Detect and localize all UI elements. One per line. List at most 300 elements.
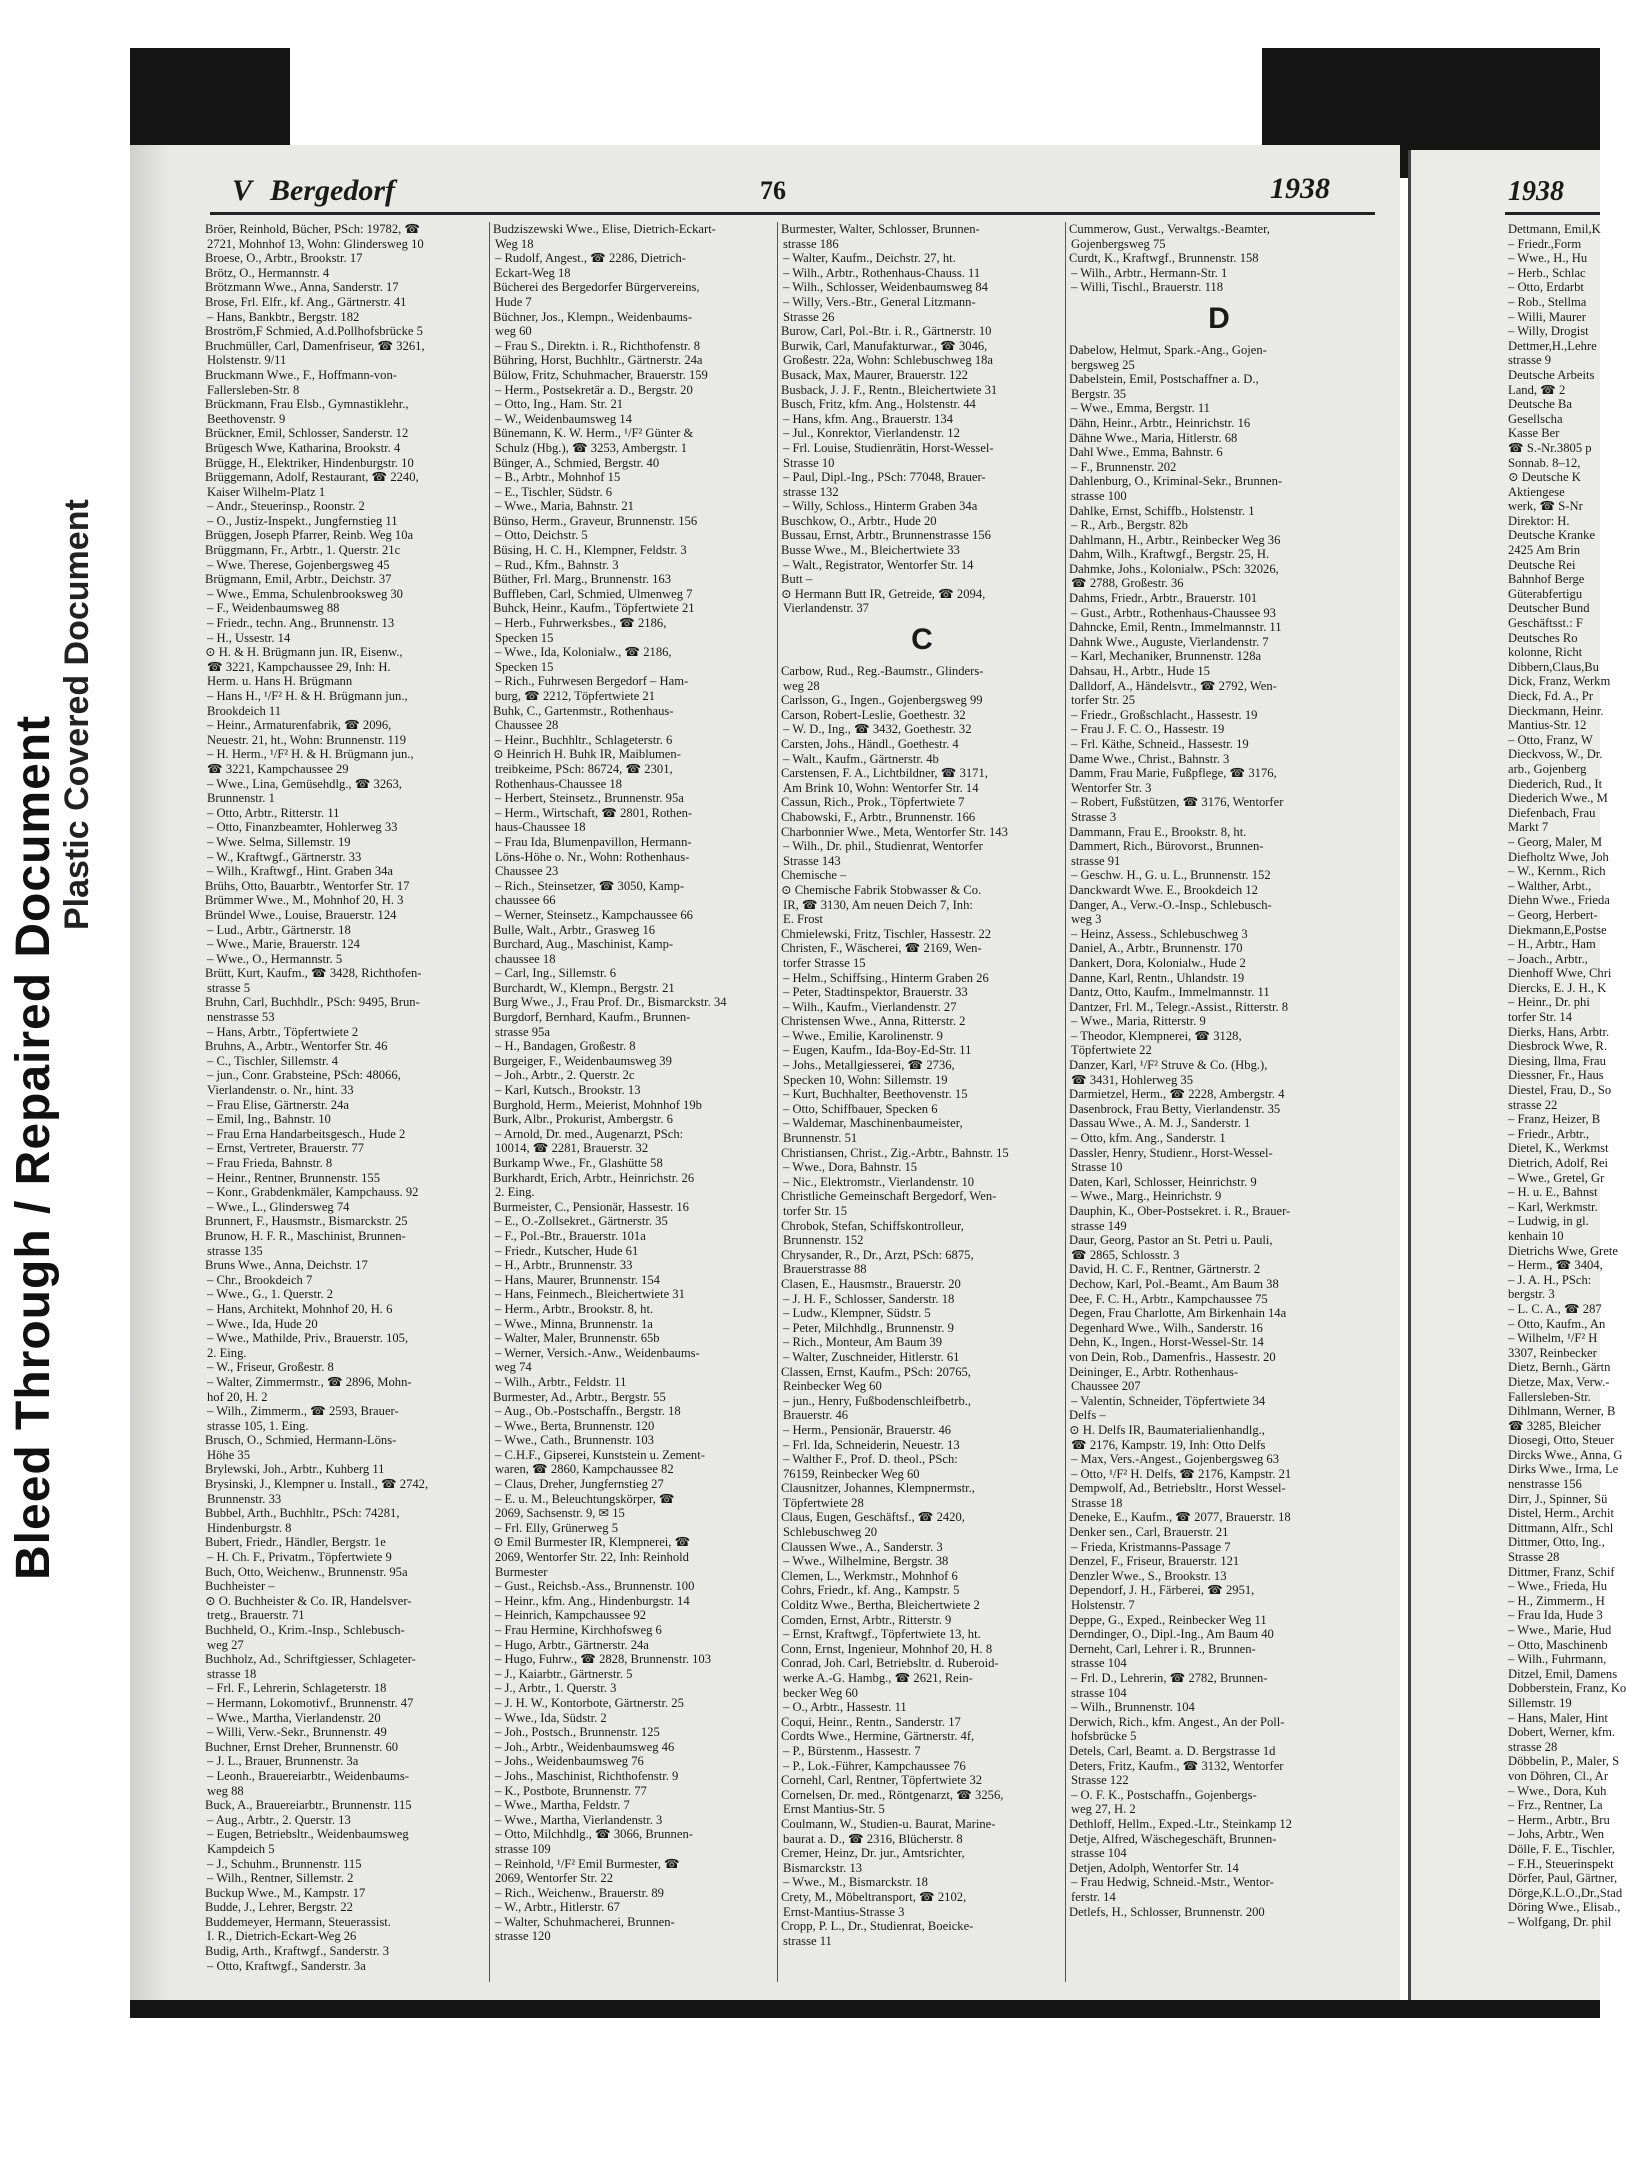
directory-entry: Bussau, Ernst, Arbtr., Brunnenstrasse 156 xyxy=(781,528,991,543)
directory-entry: – Johs., Metallgiesserei, ☎ 2736, xyxy=(783,1058,955,1073)
directory-entry: – Frau Elise, Gärtnerstr. 24a xyxy=(207,1097,349,1112)
directory-entry: – P., Lok.-Führer, Kampchaussee 76 xyxy=(783,1758,966,1773)
directory-entry: – Wwe., Minna, Brunnenstr. 1a xyxy=(495,1316,653,1331)
directory-entry: Buchheister – xyxy=(205,1579,275,1594)
directory-entry: Brauerstrasse 88 xyxy=(783,1262,867,1277)
directory-entry: Buchner, Ernst Dreher, Brunnenstr. 60 xyxy=(205,1739,399,1754)
directory-entry: Brügmann, Emil, Arbtr., Deichstr. 37 xyxy=(205,572,392,587)
directory-entry: – Willi, Tischl., Brauerstr. 118 xyxy=(1071,280,1224,295)
directory-entry: – Walter, Zimmermstr., ☎ 2896, Mohn- xyxy=(207,1374,412,1389)
directory-entry: – J., Schuhm., Brunnenstr. 115 xyxy=(207,1856,362,1871)
directory-entry: – Ludw., Klempner, Südstr. 5 xyxy=(783,1306,931,1321)
directory-entry: – Wwe., Martha, Vierlandenstr. 20 xyxy=(207,1710,381,1725)
directory-entry: – Leonh., Brauereiarbtr., Weidenbaums- xyxy=(207,1768,409,1783)
directory-entry: – J. H. F., Schlosser, Sanderstr. 18 xyxy=(783,1291,955,1306)
directory-entry: Buschkow, O., Arbtr., Hude 20 xyxy=(781,513,937,528)
directory-entry: Burgeiger, F., Weidenbaumsweg 39 xyxy=(493,1053,672,1068)
directory-entry: torfer Str. 15 xyxy=(783,1204,848,1218)
directory-entry: Kampdeich 5 xyxy=(207,1841,275,1856)
directory-entry: Conn, Ernst, Ingenieur, Mohnhof 20, H. 8 xyxy=(781,1641,993,1656)
directory-entry: 2069, Wentorfer Str. 22, Inh: Reinhold xyxy=(495,1550,689,1565)
directory-entry: Holstenstr. 7 xyxy=(1071,1598,1135,1613)
directory-entry: – Rud., Kfm., Bahnstr. 3 xyxy=(495,557,619,572)
directory-entry: Dassler, Henry, Studienr., Horst-Wessel- xyxy=(1069,1145,1273,1160)
facing-page-entry: Dircks Wwe., Anna, G xyxy=(1508,1447,1623,1462)
directory-entry: Buckup Wwe., M., Kampstr. 17 xyxy=(205,1885,366,1900)
directory-entry: strasse 105, 1. Eing. xyxy=(207,1418,309,1433)
directory-entry: – Wwe., Berta, Brunnenstr. 120 xyxy=(495,1418,655,1433)
directory-entry: Herm. u. Hans H. Brügmann xyxy=(207,674,353,689)
directory-entry: – Frl. Elly, Grünerweg 5 xyxy=(495,1520,618,1535)
directory-entry: Bismarckstr. 13 xyxy=(783,1860,863,1875)
directory-entry: – J., Arbtr., 1. Querstr. 3 xyxy=(495,1681,617,1696)
directory-entry: – Peter, Milchhdlg., Brunnenstr. 9 xyxy=(783,1320,954,1335)
facing-page-entry: Dieckvoss, W., Dr. xyxy=(1508,747,1603,762)
directory-entry: – Werner, Versich.-Anw., Weidenbaums- xyxy=(495,1345,700,1360)
facing-page-entry: Diefenbach, Frau xyxy=(1508,805,1596,820)
directory-entry: haus-Chaussee 18 xyxy=(495,820,586,835)
directory-entry: Colditz Wwe., Bertha, Bleichertwiete 2 xyxy=(781,1598,980,1613)
facing-page-entry: – W., Kernm., Rich xyxy=(1508,864,1606,879)
directory-entry: Claussen Wwe., A., Sanderstr. 3 xyxy=(781,1539,943,1554)
facing-page-entry: – Karl, Werkmstr. xyxy=(1508,1199,1598,1214)
directory-entry: Chaussee 23 xyxy=(495,864,559,879)
facing-page-entry: Dittmann, Alfr., Schl xyxy=(1508,1520,1614,1535)
directory-entry: – J. L., Brauer, Brunnenstr. 3a xyxy=(207,1754,359,1769)
directory-entry: – J., Kaiarbtr., Gärtnerstr. 5 xyxy=(495,1666,633,1681)
facing-page-entry: Diesbrock Wwe, R. xyxy=(1508,1039,1608,1054)
facing-page-entry: von Döhren, Cl., Ar xyxy=(1508,1768,1609,1783)
directory-entry: Chrobok, Stefan, Schiffskontrolleur, xyxy=(781,1218,964,1233)
directory-entry: Großestr. 22a, Wohn: Schlebuschweg 18a xyxy=(783,353,994,368)
facing-page-entry: – Wilh., Fuhrmann, xyxy=(1508,1652,1607,1667)
directory-entry: – Wwe., Marie, Brauerstr. 124 xyxy=(207,937,360,952)
directory-entry: – E. u. M., Beleuchtungskörper, ☎ xyxy=(495,1491,675,1506)
directory-entry: Buffleben, Carl, Schmied, Ulmenweg 7 xyxy=(493,586,693,601)
directory-entry: Christiansen, Christ., Zig.-Arbtr., Bahnstr. 15 xyxy=(781,1145,1009,1160)
directory-entry: Deneke, E., Kaufm., ☎ 2077, Brauerstr. 18 xyxy=(1069,1510,1291,1525)
directory-entry: – Rich., Steinsetzer, ☎ 3050, Kamp- xyxy=(495,878,685,893)
directory-entry: – Gust., Reichsb.-Ass., Brunnenstr. 100 xyxy=(495,1579,695,1594)
directory-entry: – Waldemar, Maschinenbaumeister, xyxy=(783,1116,963,1131)
directory-entry: Cohrs, Friedr., kf. Ang., Kampstr. 5 xyxy=(781,1583,960,1598)
directory-entry: – Wwe., Ida, Kolonialw., ☎ 2186, xyxy=(495,645,672,660)
directory-entry: Töpfertwiete 28 xyxy=(783,1495,864,1510)
directory-entry: Beethovenstr. 9 xyxy=(207,411,286,426)
directory-entry: Brunnenstr. 1 xyxy=(207,791,275,806)
directory-entry: Dantzer, Frl. M., Telegr.-Assist., Ritterstr. 8 xyxy=(1069,999,1289,1014)
facing-page-entry: Dobberstein, Franz, Ko xyxy=(1508,1681,1626,1696)
facing-page-entry: Mantius-Str. 12 xyxy=(1508,718,1587,733)
directory-entry: – H., Arbtr., Brunnenstr. 33 xyxy=(495,1258,633,1273)
facing-page-entry: Sonnab. 8–12, xyxy=(1508,455,1581,470)
directory-entry: Dahms, Friedr., Arbtr., Brauerstr. 101 xyxy=(1069,591,1258,606)
directory-entry: Deppe, G., Exped., Reinbecker Weg 11 xyxy=(1069,1612,1267,1627)
directory-entry: Burwik, Carl, Manufakturwar., ☎ 3046, xyxy=(781,338,988,353)
directory-entry: Christen, F., Wäscherei, ☎ 2169, Wen- xyxy=(781,941,982,956)
facing-page-entry: – Rob., Stellma xyxy=(1508,294,1587,309)
directory-entry: – Wilh., Dr. phil., Studienrat, Wentorfer xyxy=(783,839,983,854)
directory-entry: Carson, Robert-Leslie, Goethestr. 32 xyxy=(781,707,966,722)
directory-entry: Christensen Wwe., Anna, Ritterstr. 2 xyxy=(781,1014,966,1029)
directory-entry: – Rich., Monteur, Am Baum 39 xyxy=(783,1335,943,1350)
directory-entry: Brückner, Emil, Schlosser, Sanderstr. 12 xyxy=(205,426,409,441)
directory-entry: – F., Brunnenstr. 202 xyxy=(1071,459,1177,474)
facing-page-entry: Diefholtz Wwe, Joh xyxy=(1508,849,1609,864)
directory-entry: Bühring, Horst, Buchhltr., Gärtnerstr. 24a xyxy=(493,353,703,368)
directory-entry: Curdt, K., Kraftwgf., Brunnenstr. 158 xyxy=(1069,251,1259,266)
directory-entry: Strasse 122 xyxy=(1071,1773,1129,1788)
directory-entry: ⊙ Hermann Butt IR, Getreide, ☎ 2094, xyxy=(781,586,986,601)
directory-entry: Cassun, Rich., Prok., Töpfertwiete 7 xyxy=(781,795,965,810)
facing-page-entry: Diederich Wwe., M xyxy=(1508,791,1608,806)
facing-page-entry: Kasse Ber xyxy=(1508,426,1560,441)
directory-entry: – H. Herm., ¹/F² H. & H. Brügmann jun., xyxy=(207,747,414,762)
directory-entry: von Dein, Rob., Damenfris., Hassestr. 20 xyxy=(1069,1349,1276,1364)
directory-entry: bergsweg 25 xyxy=(1071,357,1135,372)
directory-entry: Broese, O., Arbtr., Brookstr. 17 xyxy=(205,251,363,266)
directory-entry: Bruckmann Wwe., F., Hoffmann-von- xyxy=(205,367,397,382)
section-letter: D xyxy=(1208,301,1230,335)
facing-page-entry: – L. C. A., ☎ 287 xyxy=(1508,1301,1602,1316)
directory-entry: Ernst Mantius-Str. 5 xyxy=(783,1802,885,1817)
directory-entry: ☎ 3221, Kampchaussee 29 xyxy=(207,761,349,776)
directory-entry: – Herm., Postsekretär a. D., Bergstr. 20 xyxy=(495,382,693,397)
directory-entry: Brunnenstr. 51 xyxy=(783,1131,858,1146)
directory-entry: Wentorfer Str. 3 xyxy=(1071,780,1152,795)
directory-entry: ☎ 2176, Kampstr. 19, Inh: Otto Delfs xyxy=(1071,1437,1266,1452)
facing-page-entry: Bahnhof Berge xyxy=(1508,572,1585,587)
facing-page-entry: – Wwe., H., Hu xyxy=(1508,251,1588,266)
directory-entry: Bünemann, K. W. Herm., ¹/F² Günter & xyxy=(493,426,694,441)
header-rule xyxy=(210,212,1375,215)
facing-page-entry: Sillemstr. 19 xyxy=(1508,1695,1572,1710)
directory-entry: Dähne Wwe., Maria, Hitlerstr. 68 xyxy=(1069,430,1238,445)
directory-entry: Bücherei des Bergedorfer Bürgervereins, xyxy=(493,280,700,295)
facing-page-entry: Distel, Herm., Archit xyxy=(1508,1506,1614,1521)
facing-page-entry: Diederich, Rud., It xyxy=(1508,776,1603,791)
directory-entry: Bubert, Friedr., Händler, Bergstr. 1e xyxy=(205,1535,386,1550)
directory-entry: Butt – xyxy=(781,572,813,587)
directory-entry: 76159, Reinbecker Weg 60 xyxy=(783,1466,920,1481)
directory-entry: strasse 95a xyxy=(495,1024,550,1039)
directory-entry: Bünger, A., Schmied, Bergstr. 40 xyxy=(493,455,660,470)
directory-entry: Carsten, Johs., Händl., Goethestr. 4 xyxy=(781,737,959,751)
directory-entry: – Robert, Fußstützen, ☎ 3176, Wentorfer xyxy=(1071,795,1284,810)
directory-entry: Burg Wwe., J., Frau Prof. Dr., Bismarckstr. 34 xyxy=(493,995,727,1010)
directory-entry: Bergstr. 35 xyxy=(1071,386,1127,401)
directory-entry: Burghold, Herm., Meierist, Mohnhof 19b xyxy=(493,1097,702,1112)
directory-entry: ☎ 2788, Großestr. 36 xyxy=(1071,576,1184,591)
facing-page-entry: Dölle, F. E., Tischler, xyxy=(1508,1841,1615,1856)
directory-entry: – Frieda, Kristmanns-Passage 7 xyxy=(1071,1539,1231,1554)
directory-entry: strasse 120 xyxy=(495,1929,551,1944)
directory-entry: Brysinski, J., Klempner u. Install., ☎ 2742, xyxy=(205,1477,429,1492)
facing-page-entry: Land, ☎ 2 xyxy=(1508,382,1566,397)
directory-entry: – W., Weidenbaumsweg 14 xyxy=(495,411,632,426)
directory-entry: Coulmann, W., Studien-u. Baurat, Marine- xyxy=(781,1816,996,1831)
directory-entry: strasse 186 xyxy=(783,236,839,251)
directory-entry: – Aug., Ob.-Postschaffn., Bergstr. 18 xyxy=(495,1404,681,1419)
directory-entry: – Rudolf, Angest., ☎ 2286, Dietrich- xyxy=(495,251,686,266)
directory-entry: weg 3 xyxy=(1071,912,1102,927)
directory-entry: 2. Eing. xyxy=(207,1345,247,1360)
facing-page-entry: Dienhoff Wwe, Chri xyxy=(1508,966,1612,981)
directory-entry: Ernst-Mantius-Strasse 3 xyxy=(783,1904,905,1919)
directory-entry: – Johs., Weidenbaumsweg 76 xyxy=(495,1754,644,1769)
directory-entry: – Otto, kfm. Ang., Sanderstr. 1 xyxy=(1071,1131,1226,1146)
directory-entry: Reinbecker Weg 60 xyxy=(783,1379,882,1394)
directory-entry: weg 74 xyxy=(495,1360,532,1375)
volume-label: V xyxy=(232,174,253,207)
directory-entry: Hude 7 xyxy=(495,294,532,309)
directory-entry: Cropp, P. L., Dr., Studienrat, Boeicke- xyxy=(781,1919,974,1934)
directory-entry: Bröer, Reinhold, Bücher, PSch: 19782, ☎ xyxy=(205,222,421,236)
directory-entry: Fallersleben-Str. 8 xyxy=(207,382,300,397)
directory-entry: – Paul, Dipl.-Ing., PSch: 77048, Brauer- xyxy=(783,470,986,485)
directory-entry: Denker sen., Carl, Brauerstr. 21 xyxy=(1069,1525,1229,1540)
directory-entry: Classen, Ernst, Kaufm., PSch: 20765, xyxy=(781,1364,971,1379)
directory-entry: – Joh., Arbtr., 2. Querstr. 2c xyxy=(495,1068,635,1083)
directory-entry: Daur, Georg, Pastor an St. Petri u. Pauli, xyxy=(1069,1233,1273,1248)
directory-entry: – Rich., Weichenw., Brauerstr. 89 xyxy=(495,1885,664,1900)
directory-entry: – W., Arbtr., Hitlerstr. 67 xyxy=(495,1900,620,1915)
directory-entry: Danckwardt Wwe. E., Brookdeich 12 xyxy=(1069,882,1258,897)
directory-entry: torfer Str. 25 xyxy=(1071,693,1136,708)
side-label-secondary: Plastic Covered Document xyxy=(58,499,96,930)
facing-page-entry: – Frz., Rentner, La xyxy=(1508,1798,1603,1813)
directory-entry: burg, ☎ 2212, Töpfertwiete 21 xyxy=(495,689,656,703)
directory-entry: – P., Bürstenm., Hassestr. 7 xyxy=(783,1743,921,1758)
directory-entry: Carlsson, G., Ingen., Gojenbergsweg 99 xyxy=(781,693,983,708)
directory-entry: Conrad, Joh. Carl, Betriebsltr. d. Ruberoid- xyxy=(781,1656,999,1671)
directory-entry: – Aug., Arbtr., 2. Querstr. 13 xyxy=(207,1812,351,1827)
directory-entry: – Wilh., Arbtr., Feldstr. 11 xyxy=(495,1374,627,1389)
directory-entry: strasse 104 xyxy=(1071,1685,1127,1700)
facing-page-entry: – Hans, Maler, Hint xyxy=(1508,1710,1608,1725)
directory-entry: Chabowski, F., Arbtr., Brunnenstr. 166 xyxy=(781,809,976,824)
directory-entry: Burow, Carl, Pol.-Btr. i. R., Gärtnerstr. 10 xyxy=(781,324,992,339)
facing-page-entry: Diosegi, Otto, Steuer xyxy=(1508,1433,1615,1448)
directory-entry: Charbonnier Wwe., Meta, Wentorfer Str. 143 xyxy=(781,824,1008,839)
directory-entry: – Emil, Ing., Bahnstr. 10 xyxy=(207,1112,331,1127)
directory-entry: Specken 15 xyxy=(495,630,554,645)
directory-entry: strasse 149 xyxy=(1071,1218,1127,1233)
directory-entry: Dahl Wwe., Emma, Bahnstr. 6 xyxy=(1069,445,1223,460)
facing-page-entry: – J. A. H., PSch: xyxy=(1508,1272,1592,1287)
directory-entry: Dahlmann, H., Arbtr., Reinbecker Weg 36 xyxy=(1069,532,1281,547)
directory-entry: Christliche Gemeinschaft Bergedorf, Wen- xyxy=(781,1189,997,1204)
facing-page-entry: Dietel, K., Werkmst xyxy=(1508,1141,1609,1156)
directory-entry: Dantz, Otto, Kaufm., Immelmannstr. 11 xyxy=(1069,985,1270,1000)
facing-page-entry: arb., Gojenberg xyxy=(1508,761,1587,776)
directory-entry: weg 88 xyxy=(207,1783,244,1798)
directory-entry: – Frau S., Direktn. i. R., Richthofenstr. 8 xyxy=(495,338,700,353)
directory-entry: Clasen, E., Hausmstr., Brauerstr. 20 xyxy=(781,1276,961,1291)
facing-page-entry: bergstr. 3 xyxy=(1508,1287,1555,1302)
directory-entry: – Valentin, Schneider, Töpfertwiete 34 xyxy=(1071,1393,1266,1408)
directory-entry: hof 20, H. 2 xyxy=(207,1389,268,1404)
facing-page-entry: – Heinr., Dr. phi xyxy=(1508,995,1590,1010)
directory-entry: – Lud., Arbtr., Gärtnerstr. 18 xyxy=(207,922,351,937)
directory-entry: Burchardt, W., Klempn., Bergstr. 21 xyxy=(493,980,675,995)
directory-entry: – H., Ussestr. 14 xyxy=(207,630,291,645)
directory-entry: – Heinr., Armaturenfabrik, ☎ 2096, xyxy=(207,718,392,733)
directory-entry: David, H. C. F., Rentner, Gärtnerstr. 2 xyxy=(1069,1262,1261,1277)
facing-page-entry: – Wwe., Marie, Hud xyxy=(1508,1623,1612,1637)
directory-entry: – Frau Ida, Blumenpavillon, Hermann- xyxy=(495,834,692,849)
facing-page-entry: Dörfer, Paul, Gärtner, xyxy=(1508,1871,1618,1886)
directory-entry: – W., Kraftwgf., Gärtnerstr. 33 xyxy=(207,849,362,864)
directory-entry: – Herm., Wirtschaft, ☎ 2801, Rothen- xyxy=(495,805,693,820)
facing-page-entry: Deutsche Kranke xyxy=(1508,528,1596,543)
directory-entry: – Otto, Schiffbauer, Specken 6 xyxy=(783,1101,938,1116)
directory-entry: – Karl, Mechaniker, Brunnenstr. 128a xyxy=(1071,649,1262,664)
directory-entry: Chaussee 207 xyxy=(1071,1379,1141,1394)
town-title: Bergedorf xyxy=(270,174,395,207)
directory-entry: Eckart-Weg 18 xyxy=(495,265,571,280)
directory-entry: Busback, J. J. F., Rentn., Bleichertwiete 31 xyxy=(781,382,998,397)
directory-entry: Cornelsen, Dr. med., Röntgenarzt, ☎ 3256, xyxy=(781,1787,1004,1802)
facing-page-entry: – Wilhelm, ¹/F² H xyxy=(1508,1331,1598,1346)
directory-entry: – K., Postbote, Brunnenstr. 77 xyxy=(495,1783,647,1798)
facing-page-entry: ⊙ Deutsche K xyxy=(1508,470,1581,485)
directory-entry: I. R., Dietrich-Eckart-Weg 26 xyxy=(207,1929,357,1944)
directory-entry: – J. H. W., Kontorbote, Gärtnerstr. 25 xyxy=(495,1695,684,1710)
directory-entry: Buchheld, O., Krim.-Insp., Schlebusch- xyxy=(205,1623,405,1637)
directory-entry: – Hans, kfm. Ang., Brauerstr. 134 xyxy=(783,411,953,426)
directory-entry: – Peter, Stadtinspektor, Brauerstr. 33 xyxy=(783,985,968,1000)
facing-page-entry: strasse 9 xyxy=(1508,353,1552,368)
facing-page-entry: Dietrich, Adolf, Rei xyxy=(1508,1156,1609,1170)
directory-entry: Gojenbergsweg 75 xyxy=(1071,236,1166,251)
facing-page-entry: – H., Zimmerm., H xyxy=(1508,1593,1605,1608)
directory-entry: – Ernst, Kraftwgf., Töpfertwiete 13, ht. xyxy=(783,1627,981,1642)
directory-entry: Buhck, Heinr., Kaufm., Töpfertwiete 21 xyxy=(493,601,695,616)
directory-entry: ferstr. 14 xyxy=(1071,1889,1116,1904)
directory-entry: treibkeime, PSch: 86724, ☎ 2301, xyxy=(495,761,673,776)
directory-entry: Bünso, Herm., Graveur, Brunnenstr. 156 xyxy=(493,513,698,528)
facing-page-entry: Dieck, Fd. A., Pr xyxy=(1508,689,1594,703)
facing-page-entry: Güterabfertigu xyxy=(1508,586,1583,601)
directory-entry: Burmeister, C., Pensionär, Hassestr. 16 xyxy=(493,1199,689,1214)
facing-page-entry: – Wwe., Gretel, Gr xyxy=(1508,1170,1605,1185)
directory-entry: Vierlandenstr. o. Nr., hint. 33 xyxy=(207,1083,354,1098)
directory-entry: – jun., Henry, Fußbodenschleifbetrb., xyxy=(783,1393,972,1408)
directory-entry: – Wwe., Lina, Gemüsehdlg., ☎ 3263, xyxy=(207,776,402,791)
directory-entry: Strasse 18 xyxy=(1071,1495,1123,1510)
facing-page-entry: Deutsches Ro xyxy=(1508,630,1578,645)
directory-entry: waren, ☎ 2860, Kampchaussee 82 xyxy=(495,1462,674,1477)
facing-page-entry: werk, ☎ S-Nr xyxy=(1508,499,1583,514)
directory-entry: Dependorf, J. H., Färberei, ☎ 2951, xyxy=(1069,1583,1255,1598)
facing-page-entry: – Ludwig, in gl. xyxy=(1508,1214,1589,1229)
directory-entry: ☎ 3431, Hohlerweg 35 xyxy=(1071,1072,1194,1087)
facing-page-entry: – Wwe., Dora, Kuh xyxy=(1508,1783,1607,1798)
directory-entry: – Walt., Kaufm., Gärtnerstr. 4b xyxy=(783,751,939,766)
directory-entry: – Walt., Registrator, Wentorfer Str. 14 xyxy=(783,557,974,572)
directory-entry: – W. D., Ing., ☎ 3432, Goethestr. 32 xyxy=(783,722,972,737)
directory-entry: Brunnert, F., Hausmstr., Bismarckstr. 25 xyxy=(205,1214,408,1229)
column-divider xyxy=(1065,222,1066,1982)
directory-entry: Dahlenburg, O., Kriminal-Sekr., Brunnen- xyxy=(1069,474,1283,489)
directory-entry: – Friedr., Kutscher, Hude 61 xyxy=(495,1243,639,1258)
directory-entry: – Wwe., Maria, Bahnstr. 21 xyxy=(495,499,634,514)
directory-entry: – R., Arb., Bergstr. 82b xyxy=(1071,518,1188,533)
directory-entry: Brüggemann, Adolf, Restaurant, ☎ 2240, xyxy=(205,470,419,485)
directory-entry: Detje, Alfred, Wäschegeschäft, Brunnen- xyxy=(1069,1831,1277,1846)
directory-entry: – Wilh., Schlosser, Weidenbaumsweg 84 xyxy=(783,280,988,295)
directory-entry: – Wwe., Maria, Ritterstr. 9 xyxy=(1071,1014,1206,1029)
directory-entry: Delfs – xyxy=(1069,1408,1106,1423)
directory-entry: Strasse 143 xyxy=(783,853,841,868)
directory-entry: – Eugen, Betriebsltr., Weidenbaumsweg xyxy=(207,1827,409,1842)
directory-entry: Dammann, Frau E., Brookstr. 8, ht. xyxy=(1069,824,1247,839)
page-edge-shadow xyxy=(130,145,170,2005)
directory-entry: – Wilh., Rentner, Sillemstr. 2 xyxy=(207,1871,354,1886)
facing-page-entry: Deutsche Ba xyxy=(1508,397,1572,412)
directory-entry: Dahnk Wwe., Auguste, Vierlandenstr. 7 xyxy=(1069,634,1269,649)
directory-entry: baurat a. D., ☎ 2316, Blücherstr. 8 xyxy=(783,1831,963,1846)
directory-entry: Claus, Eugen, Geschäftsf., ☎ 2420, xyxy=(781,1510,965,1525)
directory-entry: – Frl. D., Lehrerin, ☎ 2782, Brunnen- xyxy=(1071,1671,1268,1685)
facing-page-entry: Döring Wwe., Elisab., xyxy=(1508,1900,1621,1915)
directory-entry: Bubbel, Arth., Buchhltr., PSch: 74281, xyxy=(205,1506,400,1521)
directory-entry: Detjen, Adolph, Wentorfer Str. 14 xyxy=(1069,1860,1239,1875)
facing-page-entry: ☎ S.-Nr.3805 p xyxy=(1508,440,1592,455)
facing-page-entry: – Wolfgang, Dr. phil xyxy=(1508,1914,1612,1929)
directory-entry: Denzel, F., Friseur, Brauerstr. 121 xyxy=(1069,1554,1240,1569)
facing-page-entry: kolonne, Richt xyxy=(1508,645,1583,660)
directory-entry: – Ernst, Vertreter, Brauerstr. 77 xyxy=(207,1141,364,1156)
facing-page-entry: – Otto, Kaufm., An xyxy=(1508,1316,1606,1331)
section-letter: C xyxy=(911,623,933,657)
facing-page-entry: – Herm., Arbtr., Bru xyxy=(1508,1812,1610,1827)
directory-entry: – Otto, Milchhdlg., ☎ 3066, Brunnen- xyxy=(495,1827,693,1842)
directory-entry: – Hermann, Lokomotivf., Brunnenstr. 47 xyxy=(207,1695,414,1710)
directory-entry: Denzler Wwe., S., Brookstr. 13 xyxy=(1069,1568,1227,1583)
directory-entry: Dasenbrock, Frau Betty, Vierlandenstr. 35 xyxy=(1069,1101,1281,1116)
directory-entry: weg 27 xyxy=(207,1637,244,1652)
directory-entry: Degenhard Wwe., Wilh., Sanderstr. 16 xyxy=(1069,1320,1263,1335)
facing-page-entry: Dietz, Bernh., Gärtn xyxy=(1508,1360,1611,1375)
facing-page-entry: Dobert, Werner, kfm. xyxy=(1508,1725,1616,1740)
directory-column-3 xyxy=(781,222,1063,2002)
directory-entry: – Friedr., techn. Ang., Brunnenstr. 13 xyxy=(207,616,395,631)
directory-entry: Kaiser Wilhelm-Platz 1 xyxy=(207,484,326,499)
directory-entry: – Wwe., M., Bismarckstr. 18 xyxy=(783,1875,928,1890)
directory-entry: strasse 135 xyxy=(207,1243,263,1258)
directory-entry: Daniel, A., Arbtr., Brunnenstr. 170 xyxy=(1069,941,1243,956)
directory-entry: Busse Wwe., M., Bleichertwiete 33 xyxy=(781,543,960,558)
facing-page-year: 1938 xyxy=(1508,176,1564,207)
directory-entry: Strasse 10 xyxy=(783,455,835,470)
directory-entry: ☎ 2865, Schlosstr. 3 xyxy=(1071,1247,1180,1262)
column-divider xyxy=(777,222,778,1982)
directory-entry: – Wilh., Brunnenstr. 104 xyxy=(1071,1700,1195,1715)
directory-entry: – Frl. Ida, Schneiderin, Neuestr. 13 xyxy=(783,1437,960,1452)
directory-entry: Bruns Wwe., Anna, Deichstr. 17 xyxy=(205,1258,368,1273)
directory-entry: – Hans, Architekt, Mohnhof 20, H. 6 xyxy=(207,1301,393,1316)
directory-entry: – Wwe., O., Hermannstr. 5 xyxy=(207,951,343,966)
directory-entry: Carstensen, F. A., Lichtbildner, ☎ 3171, xyxy=(781,766,988,781)
column-divider xyxy=(489,222,490,1982)
directory-entry: Chrysander, R., Dr., Arzt, PSch: 6875, xyxy=(781,1247,974,1262)
directory-entry: Bründel Wwe., Louise, Brauerstr. 124 xyxy=(205,907,397,922)
directory-entry: – Wwe., Mathilde, Priv., Brauerstr. 105, xyxy=(207,1331,409,1346)
directory-entry: – H. Ch. F., Privatm., Töpfertwiete 9 xyxy=(207,1550,392,1565)
directory-entry: 2. Eing. xyxy=(495,1185,535,1200)
